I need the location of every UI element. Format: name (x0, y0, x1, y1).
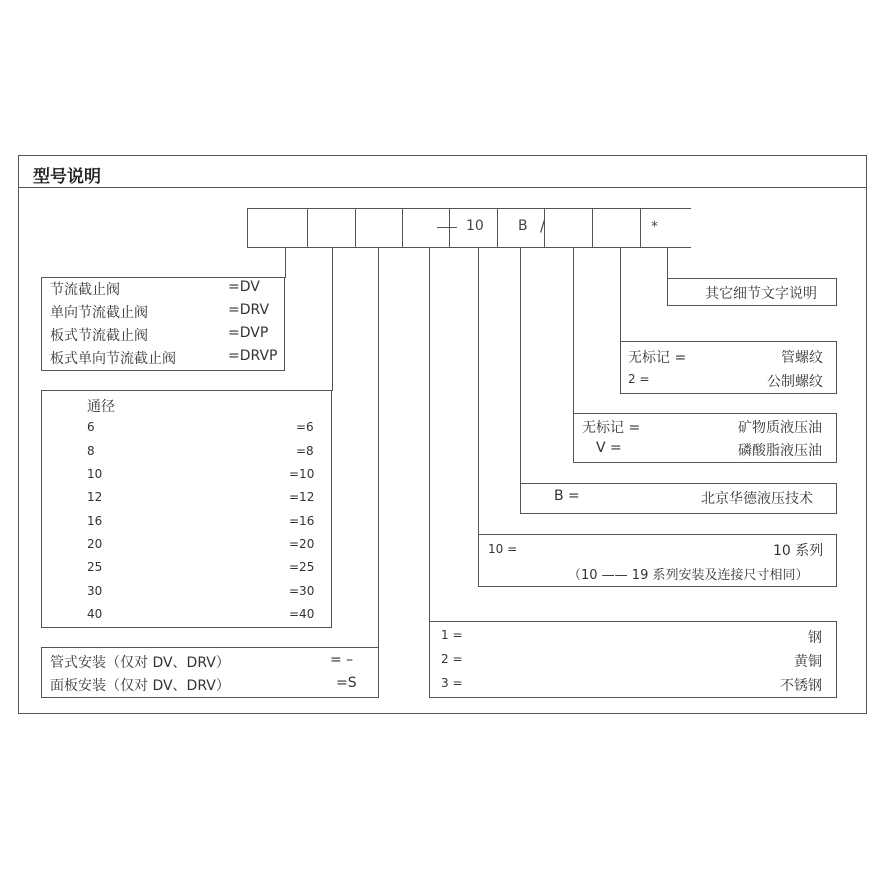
code-slash-text: / (540, 217, 546, 235)
mounting-code: =S (336, 675, 357, 691)
connector-fluid (573, 248, 574, 414)
diameter-size: 16 (87, 514, 103, 528)
fluid-desc: 矿物质液压油 (738, 420, 822, 436)
code-series-text: 10 (466, 218, 484, 234)
diameter-code: =10 (289, 467, 315, 481)
title-bar (18, 155, 867, 188)
connector-brand (520, 248, 521, 484)
code-dash (437, 227, 457, 228)
series-code: 10 = (488, 542, 518, 556)
diameter-size: 6 (87, 420, 95, 434)
valve-type-code: =DV (228, 279, 260, 295)
brand-code: B = (554, 488, 580, 504)
mounting-name: 面板安装（仅对 DV、DRV） (50, 678, 230, 694)
diameter-code: =6 (296, 420, 314, 434)
connector-series (478, 248, 479, 535)
code-cell-thread (592, 208, 641, 248)
code-cell-diameter (307, 208, 356, 248)
code-cell-other (640, 208, 691, 248)
page-title: 型号说明 (33, 167, 101, 187)
diameter-size: 10 (87, 467, 103, 481)
brand-desc: 北京华德液压技术 (701, 491, 813, 507)
material-code: 3 = (441, 676, 463, 690)
connector-material (429, 248, 430, 622)
code-cell-fluid (544, 208, 593, 248)
connector-thread (620, 248, 621, 342)
diameter-size: 20 (87, 537, 103, 551)
connector-type (285, 248, 286, 278)
diameter-code: =16 (289, 514, 315, 528)
thread-code: 2 = (628, 372, 650, 386)
fluid-code: V = (596, 440, 622, 456)
diameter-code: =8 (296, 444, 314, 458)
diameter-code: =12 (289, 490, 315, 504)
connector-mounting (378, 248, 379, 648)
valve-type-name: 节流截止阀 (50, 282, 120, 298)
code-cell-type (247, 208, 308, 248)
diameter-code: =30 (289, 584, 315, 598)
thread-code: 无标记 = (628, 350, 687, 366)
diameter-size: 30 (87, 584, 103, 598)
valve-type-code: =DVP (228, 325, 269, 341)
connector-diameter (332, 248, 333, 391)
material-desc: 钢 (808, 630, 822, 646)
diameter-code: =40 (289, 607, 315, 621)
diameter-size: 25 (87, 560, 103, 574)
connector-other (667, 248, 668, 278)
thread-desc: 公制螺纹 (767, 374, 823, 390)
valve-type-name: 板式节流截止阀 (50, 328, 148, 344)
diameter-heading: 通径 (87, 399, 115, 415)
mounting-code: = – (330, 652, 354, 668)
material-code: 1 = (441, 628, 463, 642)
fluid-code: 无标记 = (582, 420, 641, 436)
series-note: （10 —— 19 系列安装及连接尺寸相同） (568, 568, 809, 583)
code-cell-material (402, 208, 450, 248)
thread-desc: 管螺纹 (781, 350, 823, 366)
valve-type-code: =DRV (228, 302, 270, 318)
series-desc: 10 系列 (773, 543, 824, 559)
code-star-text: * (651, 219, 658, 235)
code-brand-text: B (518, 218, 528, 234)
material-code: 2 = (441, 652, 463, 666)
material-desc: 黄铜 (794, 654, 822, 670)
mounting-name: 管式安装（仅对 DV、DRV） (50, 655, 230, 671)
diameter-code: =25 (289, 560, 315, 574)
valve-type-code: =DRVP (228, 348, 278, 364)
other-details-text: 其它细节文字说明 (705, 286, 817, 302)
valve-type-name: 板式单向节流截止阀 (50, 351, 176, 367)
diameter-code: =20 (289, 537, 315, 551)
diameter-size: 12 (87, 490, 103, 504)
material-box (429, 621, 837, 698)
diameter-size: 8 (87, 444, 95, 458)
material-desc: 不锈钢 (780, 678, 822, 694)
diameter-size: 40 (87, 607, 103, 621)
code-cell-mounting (355, 208, 403, 248)
valve-type-name: 单向节流截止阀 (50, 305, 148, 321)
fluid-desc: 磷酸脂液压油 (738, 443, 822, 459)
